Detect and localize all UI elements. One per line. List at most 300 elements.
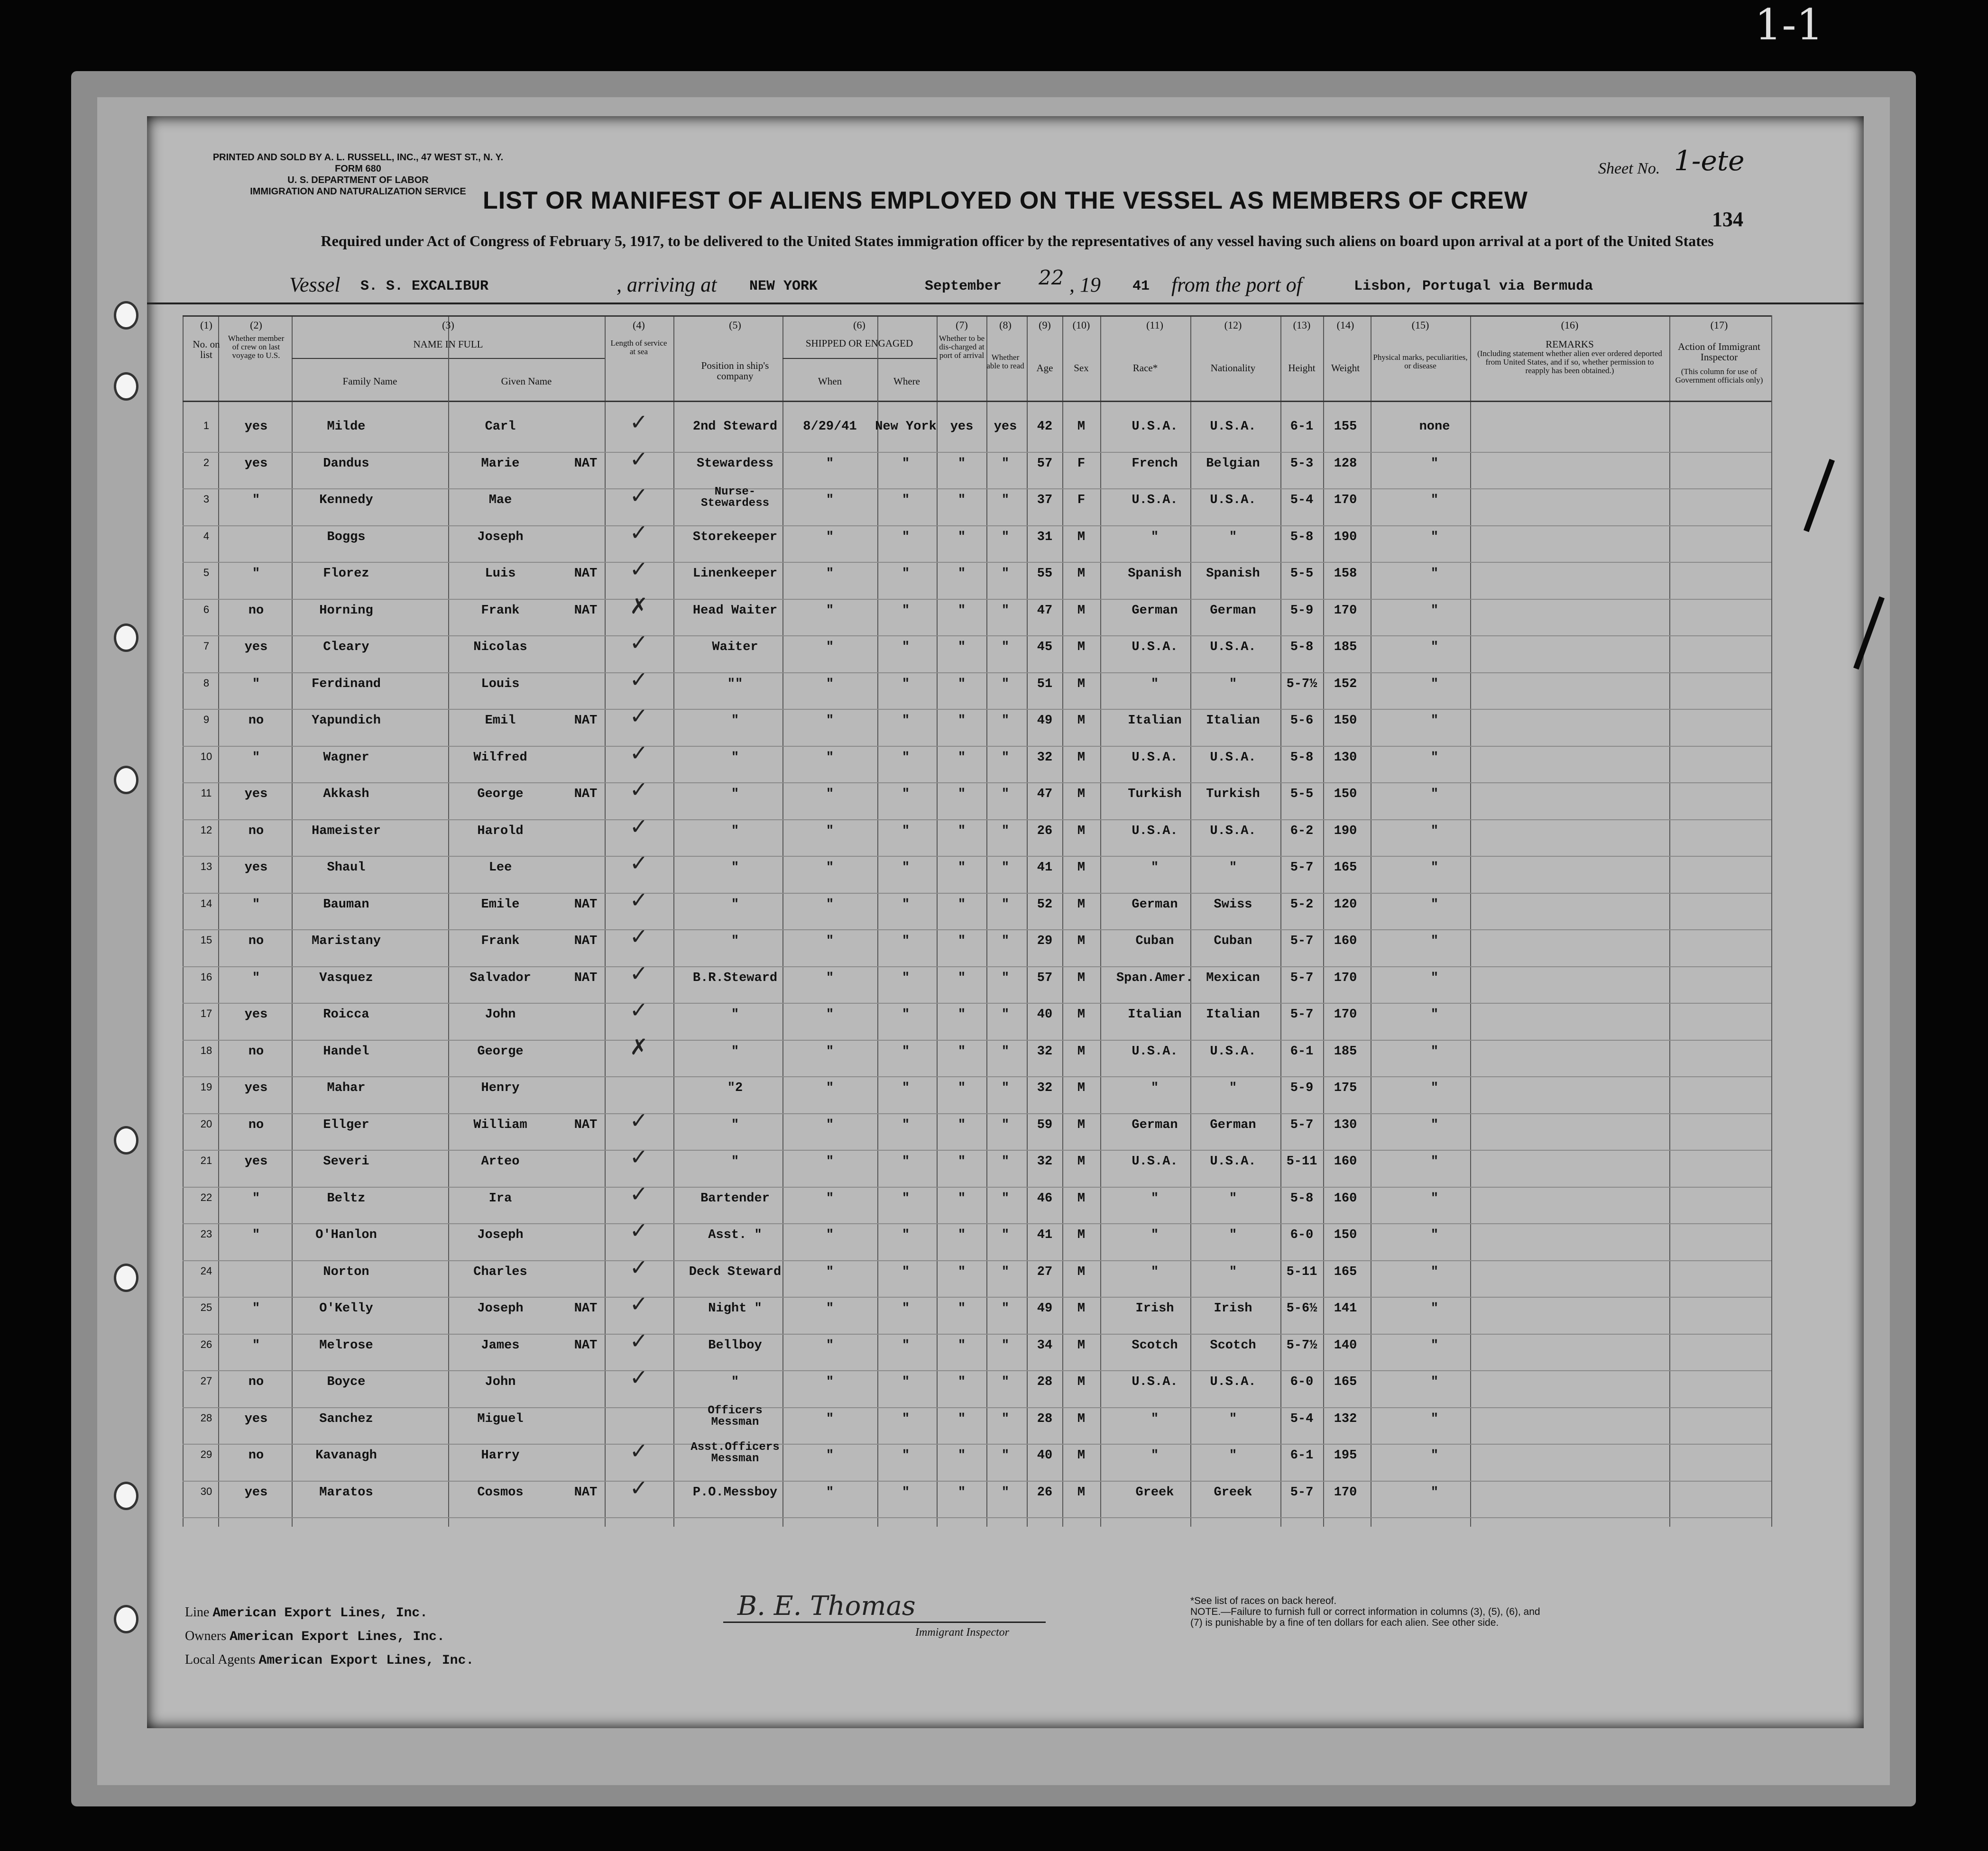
shipped-when-cell: " bbox=[826, 897, 834, 912]
row-number: 10 bbox=[200, 750, 212, 762]
row-rule bbox=[183, 1444, 1771, 1445]
service-check-icon: ✓ bbox=[629, 1438, 648, 1464]
age-cell: 42 bbox=[1037, 420, 1053, 434]
discharged-cell: " bbox=[957, 1118, 966, 1132]
physical-marks-cell: " bbox=[1430, 1191, 1439, 1206]
shipped-where-cell: " bbox=[902, 1301, 910, 1316]
nationality-cell: Greek bbox=[1214, 1485, 1252, 1500]
able-to-read-cell: " bbox=[1001, 603, 1010, 618]
row-number: 5 bbox=[203, 567, 210, 578]
nationality-cell: Swiss bbox=[1214, 897, 1252, 912]
column-heading: Length of service at sea bbox=[610, 339, 667, 356]
column-heading: Race* bbox=[1132, 362, 1158, 374]
sex-cell: M bbox=[1077, 1191, 1086, 1206]
age-cell: 26 bbox=[1037, 1485, 1053, 1500]
height-cell: 6-1 bbox=[1290, 1044, 1314, 1059]
race-cell: " bbox=[1150, 1191, 1159, 1206]
service-check-icon: ✓ bbox=[629, 1144, 648, 1170]
race-cell: U.S.A. bbox=[1132, 640, 1178, 654]
race-cell: " bbox=[1150, 1411, 1159, 1426]
column-rule bbox=[1190, 315, 1191, 1527]
column-rule bbox=[937, 315, 938, 1527]
race-cell: German bbox=[1132, 603, 1178, 618]
last-voyage-cell: no bbox=[248, 1118, 264, 1132]
height-cell: 5-11 bbox=[1286, 1265, 1317, 1279]
shipped-where-cell: " bbox=[902, 1265, 910, 1279]
column-number: (5) bbox=[729, 319, 741, 331]
shipped-when-cell: " bbox=[826, 1228, 834, 1242]
shipped-when-cell: " bbox=[826, 1485, 834, 1500]
height-cell: 5-6 bbox=[1290, 714, 1314, 728]
column-number: (2) bbox=[250, 319, 262, 331]
weight-cell: 152 bbox=[1334, 677, 1357, 691]
given-name-cell: George bbox=[477, 1044, 524, 1059]
service-check-icon: ✓ bbox=[629, 1291, 648, 1317]
last-voyage-cell: yes bbox=[244, 1485, 268, 1500]
row-number: 7 bbox=[203, 640, 210, 652]
race-note: *See list of races on back hereof. bbox=[1190, 1595, 1337, 1606]
column-heading: Position in ship's company bbox=[701, 360, 769, 382]
last-voyage-cell: yes bbox=[244, 861, 268, 875]
column-rule bbox=[986, 315, 987, 1527]
nationality-cell: German bbox=[1210, 603, 1256, 618]
last-voyage-cell: no bbox=[248, 934, 264, 948]
able-to-read-cell: " bbox=[1001, 897, 1010, 912]
row-number: 23 bbox=[200, 1228, 212, 1240]
column-heading: Nationality bbox=[1210, 362, 1256, 374]
naturalized-cell: NAT bbox=[574, 456, 598, 471]
sex-cell: M bbox=[1077, 530, 1086, 544]
shipped-where-cell: " bbox=[902, 1008, 910, 1022]
race-cell: U.S.A. bbox=[1132, 1155, 1178, 1169]
naturalized-cell: NAT bbox=[574, 1118, 598, 1132]
weight-cell: 185 bbox=[1334, 640, 1357, 654]
column-heading: Action of Immigrant Inspector bbox=[1678, 341, 1760, 363]
last-voyage-cell: no bbox=[248, 603, 264, 618]
family-name-cell: Ellger bbox=[323, 1118, 369, 1132]
shipped-where-cell: " bbox=[902, 861, 910, 875]
family-name-cell: Akkash bbox=[323, 787, 369, 801]
shipped-where-cell: " bbox=[902, 897, 910, 912]
able-to-read-cell: " bbox=[1001, 1448, 1010, 1463]
family-name-cell: Maratos bbox=[319, 1485, 373, 1500]
row-number: 25 bbox=[200, 1301, 212, 1313]
able-to-read-cell: " bbox=[1001, 493, 1010, 507]
sex-cell: F bbox=[1077, 456, 1086, 471]
nationality-cell: Italian bbox=[1206, 714, 1260, 728]
column-heading: Whether to be dis-charged at port of arrival bbox=[939, 334, 985, 360]
vessel-label: Vessel bbox=[289, 273, 341, 296]
naturalized-cell: NAT bbox=[574, 1301, 598, 1316]
nationality-cell: U.S.A. bbox=[1210, 1044, 1256, 1059]
physical-marks-cell: " bbox=[1430, 1301, 1439, 1316]
able-to-read-cell: " bbox=[1001, 1228, 1010, 1242]
shipped-when-cell: " bbox=[826, 934, 834, 948]
punch-hole bbox=[114, 1126, 138, 1155]
discharged-cell: " bbox=[957, 861, 966, 875]
name-divider bbox=[448, 358, 449, 1527]
column-rule bbox=[1323, 315, 1324, 1527]
inspector-label: Immigrant Inspector bbox=[915, 1626, 1009, 1639]
column-rule bbox=[605, 315, 606, 1527]
discharged-cell: " bbox=[957, 640, 966, 654]
service-check-icon: ✓ bbox=[629, 1218, 648, 1243]
row-number: 14 bbox=[200, 897, 212, 909]
physical-marks-cell: " bbox=[1430, 1265, 1439, 1279]
nationality-cell: Mexican bbox=[1206, 971, 1260, 985]
able-to-read-cell: " bbox=[1001, 1155, 1010, 1169]
service-check-icon: ✓ bbox=[629, 1254, 648, 1280]
row-rule bbox=[183, 856, 1771, 857]
shipped-when-cell: " bbox=[826, 1265, 834, 1279]
signature-rule bbox=[723, 1622, 1046, 1623]
column-rule bbox=[1470, 315, 1471, 1527]
column-rule bbox=[218, 315, 219, 1527]
discharged-cell: " bbox=[957, 530, 966, 544]
service-check-icon: ✓ bbox=[629, 703, 648, 729]
discharged-cell: " bbox=[957, 1338, 966, 1353]
arrival-port: NEW YORK bbox=[749, 278, 818, 294]
position-cell: Bellboy bbox=[708, 1338, 762, 1353]
row-number: 3 bbox=[203, 493, 210, 505]
column-number: (9) bbox=[1039, 319, 1051, 331]
discharged-cell: " bbox=[957, 567, 966, 581]
row-rule bbox=[183, 1187, 1771, 1188]
row-number: 27 bbox=[200, 1375, 212, 1387]
weight-cell: 165 bbox=[1334, 861, 1357, 875]
position-cell: Bartender bbox=[700, 1191, 770, 1206]
shipped-when-cell: " bbox=[826, 1448, 834, 1463]
able-to-read-cell: " bbox=[1001, 787, 1010, 801]
family-name-cell: Handel bbox=[323, 1044, 369, 1059]
discharged-cell: " bbox=[957, 1411, 966, 1426]
row-rule bbox=[183, 746, 1771, 747]
service-check-icon: ✓ bbox=[629, 924, 648, 949]
agents-label: Local Agents bbox=[185, 1652, 256, 1667]
age-cell: 51 bbox=[1037, 677, 1053, 691]
sex-cell: M bbox=[1077, 1228, 1086, 1242]
last-voyage-cell: " bbox=[252, 1338, 260, 1353]
punch-hole bbox=[114, 1482, 138, 1510]
sex-cell: M bbox=[1077, 1301, 1086, 1316]
given-name-cell: Miguel bbox=[477, 1411, 524, 1426]
able-to-read-cell: " bbox=[1001, 750, 1010, 765]
age-cell: 41 bbox=[1037, 861, 1053, 875]
height-cell: 5-9 bbox=[1290, 603, 1314, 618]
service-check-icon: ✓ bbox=[629, 1328, 648, 1354]
last-voyage-cell: yes bbox=[244, 787, 268, 801]
given-name-cell: Ira bbox=[488, 1191, 512, 1206]
height-cell: 5-5 bbox=[1290, 567, 1314, 581]
punch-hole bbox=[114, 301, 138, 330]
family-name-cell: Kennedy bbox=[319, 493, 373, 507]
shipped-when-cell: " bbox=[826, 750, 834, 765]
race-cell: U.S.A. bbox=[1132, 1044, 1178, 1059]
discharged-cell: " bbox=[957, 493, 966, 507]
shipped-when-cell: " bbox=[826, 530, 834, 544]
height-cell: 5-7½ bbox=[1286, 1338, 1317, 1353]
service-check-icon: ✓ bbox=[629, 777, 648, 802]
shipped-subrule bbox=[782, 358, 937, 359]
service-check-icon: ✓ bbox=[629, 887, 648, 913]
family-name-cell: Horning bbox=[319, 603, 373, 618]
position-cell: " bbox=[731, 1155, 739, 1169]
shipped-where-cell: New York bbox=[875, 420, 937, 434]
position-cell: Asst. " bbox=[708, 1228, 762, 1242]
age-cell: 49 bbox=[1037, 714, 1053, 728]
able-to-read-cell: " bbox=[1001, 1375, 1010, 1389]
given-name-cell: Charles bbox=[473, 1265, 527, 1279]
arrival-day: 22 bbox=[1039, 266, 1064, 289]
weight-cell: 132 bbox=[1334, 1411, 1357, 1426]
given-name-cell: Frank bbox=[481, 603, 520, 618]
age-cell: 40 bbox=[1037, 1448, 1053, 1463]
physical-marks-cell: " bbox=[1430, 567, 1439, 581]
discharged-cell: " bbox=[957, 714, 966, 728]
shipped-where-cell: " bbox=[902, 1081, 910, 1095]
position-cell: Nurse- Stewardess bbox=[700, 486, 770, 510]
shipped-when-cell: " bbox=[826, 456, 834, 471]
race-cell: Scotch bbox=[1132, 1338, 1178, 1353]
physical-marks-cell: " bbox=[1430, 897, 1439, 912]
nationality-cell: U.S.A. bbox=[1210, 493, 1256, 507]
column-rule bbox=[673, 315, 674, 1527]
last-voyage-cell: yes bbox=[244, 1008, 268, 1022]
physical-marks-cell: " bbox=[1430, 934, 1439, 948]
nationality-cell: " bbox=[1229, 1191, 1237, 1206]
given-name-cell: Harry bbox=[481, 1448, 520, 1463]
sex-cell: M bbox=[1077, 567, 1086, 581]
column-heading: Age bbox=[1036, 362, 1053, 374]
position-cell: " bbox=[731, 787, 739, 801]
page-number: 134 bbox=[1712, 208, 1743, 231]
able-to-read-cell: " bbox=[1001, 1081, 1010, 1095]
shipped-when-cell: " bbox=[826, 1375, 834, 1389]
discharged-cell: " bbox=[957, 971, 966, 985]
race-cell: U.S.A. bbox=[1132, 824, 1178, 838]
physical-marks-cell: " bbox=[1430, 1228, 1439, 1242]
sheet-number-value: 1-ete bbox=[1674, 145, 1745, 177]
row-rule bbox=[183, 562, 1771, 563]
column-heading: No. on list bbox=[193, 339, 220, 360]
service-check-icon: ✓ bbox=[629, 813, 648, 839]
weight-cell: 155 bbox=[1334, 420, 1357, 434]
able-to-read-cell: " bbox=[1001, 1411, 1010, 1426]
shipped-where-cell: " bbox=[902, 934, 910, 948]
row-number: 15 bbox=[200, 934, 212, 946]
nationality-cell: Italian bbox=[1206, 1008, 1260, 1022]
row-rule bbox=[183, 893, 1771, 894]
height-cell: 5-2 bbox=[1290, 897, 1314, 912]
height-cell: 6-0 bbox=[1290, 1228, 1314, 1242]
last-voyage-cell: yes bbox=[244, 456, 268, 471]
row-rule bbox=[183, 525, 1771, 526]
nationality-cell: Belgian bbox=[1206, 456, 1260, 471]
given-name-cell: Harold bbox=[477, 824, 524, 838]
sex-cell: M bbox=[1077, 1411, 1086, 1426]
age-cell: 32 bbox=[1037, 1155, 1053, 1169]
last-voyage-cell: yes bbox=[244, 1155, 268, 1169]
race-cell: Italian bbox=[1128, 1008, 1182, 1022]
family-name-cell: Boggs bbox=[327, 530, 366, 544]
race-cell: U.S.A. bbox=[1132, 750, 1178, 765]
nationality-cell: U.S.A. bbox=[1210, 1375, 1256, 1389]
weight-cell: 165 bbox=[1334, 1265, 1357, 1279]
row-number: 17 bbox=[200, 1008, 212, 1019]
age-cell: 28 bbox=[1037, 1411, 1053, 1426]
able-to-read-cell: " bbox=[1001, 1118, 1010, 1132]
given-name-cell: Henry bbox=[481, 1081, 520, 1095]
shipped-where-cell: " bbox=[902, 714, 910, 728]
service-check-icon: ✓ bbox=[629, 960, 648, 986]
column-number: (10) bbox=[1072, 319, 1090, 331]
physical-marks-cell: " bbox=[1430, 1118, 1439, 1132]
last-voyage-cell: yes bbox=[244, 420, 268, 434]
row-rule bbox=[183, 1260, 1771, 1261]
given-name-cell: George bbox=[477, 787, 524, 801]
family-name-cell: Ferdinand bbox=[312, 677, 381, 691]
able-to-read-cell: " bbox=[1001, 714, 1010, 728]
family-name-cell: Yapundich bbox=[312, 714, 381, 728]
service-check-icon: ✓ bbox=[629, 409, 648, 435]
position-cell: " bbox=[731, 1044, 739, 1059]
age-cell: 40 bbox=[1037, 1008, 1053, 1022]
height-cell: 5-4 bbox=[1290, 1411, 1314, 1426]
punch-hole bbox=[114, 1264, 138, 1292]
row-rule bbox=[183, 1003, 1771, 1004]
column-heading: SHIPPED OR ENGAGED bbox=[805, 338, 913, 349]
position-cell: Deck Steward bbox=[689, 1265, 782, 1279]
race-cell: U.S.A. bbox=[1132, 420, 1178, 434]
naturalized-cell: NAT bbox=[574, 787, 598, 801]
family-name-cell: Kavanagh bbox=[315, 1448, 377, 1463]
weight-cell: 141 bbox=[1334, 1301, 1357, 1316]
last-voyage-cell: yes bbox=[244, 1411, 268, 1426]
given-name-cell: Emil bbox=[485, 714, 516, 728]
row-number: 22 bbox=[200, 1191, 212, 1203]
last-voyage-cell: " bbox=[252, 1191, 260, 1206]
age-cell: 32 bbox=[1037, 1044, 1053, 1059]
discharged-cell: yes bbox=[950, 420, 974, 434]
column-rule bbox=[1280, 315, 1281, 1527]
physical-marks-cell: " bbox=[1430, 824, 1439, 838]
age-cell: 45 bbox=[1037, 640, 1053, 654]
family-name-cell: Cleary bbox=[323, 640, 369, 654]
race-cell: " bbox=[1150, 861, 1159, 875]
arrival-year: 41 bbox=[1132, 278, 1150, 294]
sex-cell: M bbox=[1077, 971, 1086, 985]
last-voyage-cell: no bbox=[248, 714, 264, 728]
column-rule bbox=[1771, 315, 1772, 1527]
height-cell: 6-1 bbox=[1290, 420, 1314, 434]
height-cell: 5-7 bbox=[1290, 861, 1314, 875]
position-cell: " bbox=[731, 897, 739, 912]
row-number: 21 bbox=[200, 1155, 212, 1166]
column-rule bbox=[1062, 315, 1063, 1527]
row-number: 8 bbox=[203, 677, 210, 689]
height-cell: 6-1 bbox=[1290, 1448, 1314, 1463]
weight-cell: 170 bbox=[1334, 971, 1357, 985]
sex-cell: M bbox=[1077, 603, 1086, 618]
sex-cell: M bbox=[1077, 861, 1086, 875]
year-label: , 19 bbox=[1069, 273, 1101, 296]
given-name-cell: Arteo bbox=[481, 1155, 520, 1169]
nationality-cell: Turkish bbox=[1206, 787, 1260, 801]
height-cell: 6-2 bbox=[1290, 824, 1314, 838]
shipped-when-cell: " bbox=[826, 1191, 834, 1206]
able-to-read-cell: " bbox=[1001, 677, 1010, 691]
age-cell: 28 bbox=[1037, 1375, 1053, 1389]
service-check-icon: ✗ bbox=[629, 593, 648, 619]
able-to-read-cell: " bbox=[1001, 1191, 1010, 1206]
position-cell: Linenkeeper bbox=[692, 567, 778, 581]
race-cell: U.S.A. bbox=[1132, 493, 1178, 507]
column-number: (11) bbox=[1146, 319, 1163, 331]
discharged-cell: " bbox=[957, 1191, 966, 1206]
row-rule bbox=[183, 488, 1771, 489]
age-cell: 47 bbox=[1037, 787, 1053, 801]
race-cell: Italian bbox=[1128, 714, 1182, 728]
service-check-icon: ✓ bbox=[629, 1107, 648, 1133]
last-voyage-cell: " bbox=[252, 897, 260, 912]
last-voyage-cell: yes bbox=[244, 640, 268, 654]
sex-cell: M bbox=[1077, 897, 1086, 912]
service-check-icon: ✓ bbox=[629, 1365, 648, 1390]
shipped-when-cell: " bbox=[826, 1411, 834, 1426]
family-name-cell: Sanchez bbox=[319, 1411, 373, 1426]
service-check-icon: ✓ bbox=[629, 630, 648, 655]
shipped-where-cell: " bbox=[902, 1044, 910, 1059]
sex-cell: M bbox=[1077, 1118, 1086, 1132]
shipped-where-cell: " bbox=[902, 750, 910, 765]
column-heading: (This column for use of Government officials only) bbox=[1675, 367, 1763, 385]
shipped-where-cell: " bbox=[902, 1375, 910, 1389]
column-number: (8) bbox=[999, 319, 1012, 331]
height-cell: 5-11 bbox=[1286, 1155, 1317, 1169]
height-cell: 5-3 bbox=[1290, 456, 1314, 471]
row-rule bbox=[183, 1297, 1771, 1298]
column-heading: Weight bbox=[1331, 362, 1360, 374]
last-voyage-cell: " bbox=[252, 493, 260, 507]
sex-cell: M bbox=[1077, 1338, 1086, 1353]
sex-cell: M bbox=[1077, 640, 1086, 654]
shipped-where-cell: " bbox=[902, 1191, 910, 1206]
position-cell: Storekeeper bbox=[692, 530, 778, 544]
physical-marks-cell: " bbox=[1430, 493, 1439, 507]
row-number: 12 bbox=[200, 824, 212, 836]
position-cell: Night " bbox=[708, 1301, 762, 1316]
nationality-cell: " bbox=[1229, 861, 1237, 875]
row-number: 16 bbox=[200, 971, 212, 983]
last-voyage-cell: no bbox=[248, 1448, 264, 1463]
column-number: (7) bbox=[956, 319, 968, 331]
weight-cell: 128 bbox=[1334, 456, 1357, 471]
height-cell: 5-7 bbox=[1290, 934, 1314, 948]
sheet-number-label: Sheet No. bbox=[1598, 160, 1660, 177]
weight-cell: 170 bbox=[1334, 493, 1357, 507]
row-rule bbox=[183, 635, 1771, 636]
discharged-cell: " bbox=[957, 1485, 966, 1500]
last-voyage-cell: " bbox=[252, 677, 260, 691]
row-number: 6 bbox=[203, 603, 210, 615]
position-cell: "2 bbox=[727, 1081, 743, 1095]
discharged-cell: " bbox=[957, 1044, 966, 1059]
shipped-where-cell: " bbox=[902, 1118, 910, 1132]
arriving-label: , arriving at bbox=[617, 273, 717, 296]
given-name-cell: James bbox=[481, 1338, 520, 1353]
able-to-read-cell: yes bbox=[994, 420, 1017, 434]
fine-note-cont: (7) is punishable by a fine of ten dollars for each alien. See other side. bbox=[1190, 1617, 1499, 1628]
